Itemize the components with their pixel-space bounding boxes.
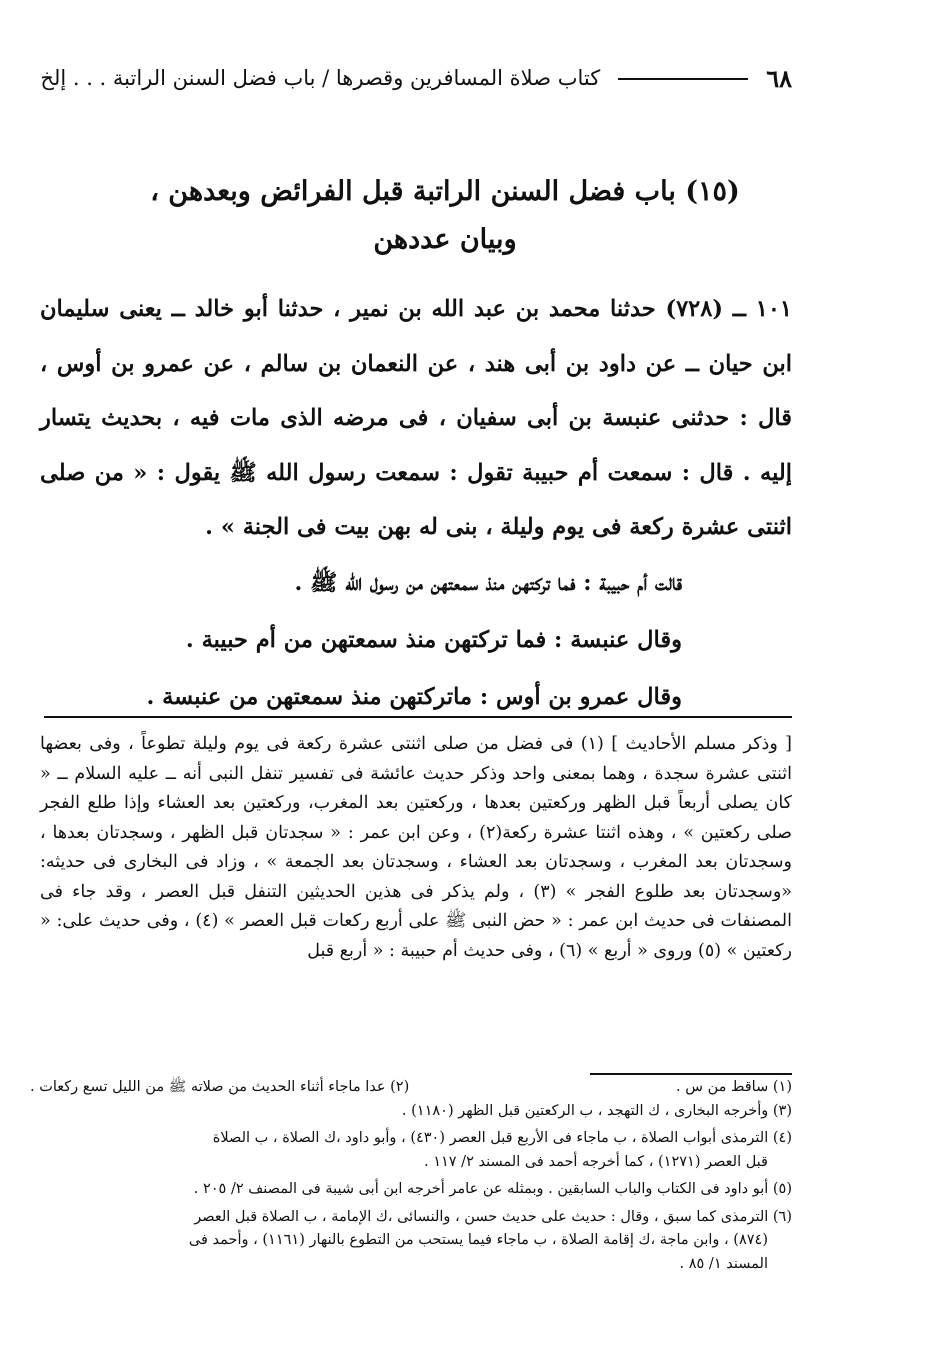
section-divider [44,716,792,718]
commentary-block [40,730,792,966]
footnote-3: (٣) وأخرجه البخارى ، ك التهجد ، ب الركعتين قبل الظهر (١١٨٠) . [401,1102,792,1119]
running-header [30,58,792,98]
footnote-1: (١) ساقط من س . [676,1079,792,1095]
hadith-quote-umm-habiba: قالت أم حبيبة : فما تركتهن منذ سمعتهن من رسول الله ﷺ . [294,569,682,596]
chapter-title-line-2: وبيان عددهن [373,224,517,255]
footnote-2: (٢) عدا ماجاء أثناء الحديث من صلاته ﷺ من الليل تسع ركعات . [30,1079,410,1095]
running-title: كتاب صلاة المسافرين وقصرها / باب فضل السنن الراتبة . . . إلخ [40,66,601,90]
chapter-title-line-1: (١٥) باب فضل السنن الراتبة قبل الفرائض وبعدهن ، [150,176,740,207]
footnote-6-line-1: (٦) الترمذى كما سبق ، وقال : حديث على حديث حسن ، والنسائى ،ك الإمامة ، ب الصلاة قبل العصر [194,1208,792,1225]
commentary-text: [ وذكر مسلم الأحاديث ] (١) فى فضل من صلى اثنتى عشرة ركعة فى يوم وليلة تطوعاً ، وفى بعضها اثنتى عشرة سجدة ، وهما بمعنى واحد وذكر حديث عائشة فى تفسير تنفل النبى أنه ــ عليه السلام ــ « كان يصلى أربعاً قبل الظهر وركعتين بعدها ، وركعتين بعد المغرب، وركعتين بعد العشاء وإذا طلع الفجر صلى ركعتين » ، وهذه اثنتا عشرة ركعة(٢) ، وعن ابن عمر : « سجدتان قبل الظهر ، وسجدتان بعدها ، وسجدتان بعد المغرب ، وسجدتان بعد العشاء ، وسجدتان بعد الجمعة » ، وزاد فى البخارى فى حديثه: «وسجدتان بعد طلوع الفجر » (٣) ، ولم يذكر فى هذين الحديثين التنفل قبل العصر ، وقد جاء فى المصنفات فى حديث ابن عمر : « حض النبى ﷺ على أربع ركعات قبل العصر » (٤) ، وفى حديث على: « ركعتين » (٥) وروى « أربع » (٦) ، وفى حديث أم حبيبة : « أربع قبل [40,734,793,961]
chapter-title [100,168,790,264]
footnote-row-1-2 [30,1076,792,1100]
header-rule [618,78,748,80]
hadith-text-block [40,282,792,726]
page-number: ٦٨ [766,63,792,93]
footnote-6-line-3: المسند ١/ ٨٥ . [679,1255,768,1272]
footnote-6-line-2: (٨٧٤) ، وابن ماجة ،ك إقامة الصلاة ، ب ماجاء فيما يستحب من التطوع بالنهار (١١٦١) ، وأحمد فى [188,1232,768,1248]
hadith-quote-anbasa: وقال عنبسة : فما تركتهن منذ سمعتهن من أم حبيبة . [185,626,682,653]
hadith-body: ١٠١ ــ (٧٢٨) حدثنا محمد بن عبد الله بن نمير ، حدثنا أبو خالد ــ يعنى سليمان ابن حيان ــ عن داود بن أبى هند ، عن النعمان بن سالم ، عن عمرو بن أوس ، قال : حدثنى عنبسة بن أبى سفيان ، فى مرضه الذى مات فيه ، بحديث يتسار إليه . قال : سمعت أم حبيبة تقول : سمعت رسول الله ﷺ يقول : « من صلى اثنتى عشرة ركعة فى يوم وليلة ، بنى له بهن بيت فى الجنة » . [40,296,792,540]
footnote-6 [30,1206,792,1277]
footnotes [30,1076,792,1280]
footnote-4-line-2: قبل العصر (١٢٧١) ، كما أخرجه أحمد فى المسند ٢/ ١١٧ . [423,1153,768,1170]
footnote-5: (٥) أبو داود فى الكتاب والباب السابقين . وبمثله عن عامر أخرجه ابن أبى شيبة فى المصنف ٢/ ٢٠٥ . [193,1181,792,1197]
footnote-4-line-1: (٤) الترمذى أبواب الصلاة ، ب ماجاء فى الأربع قبل العصر (٤٣٠) ، وأبو داود ،ك الصلاة ، ب الصلاة [212,1130,792,1146]
hadith-quote-amr-ibn-aws: وقال عمرو بن أوس : ماتركتهن منذ سمعتهن من عنبسة . [146,683,682,710]
footnote-rule [590,1073,792,1075]
footnote-4 [30,1127,792,1174]
